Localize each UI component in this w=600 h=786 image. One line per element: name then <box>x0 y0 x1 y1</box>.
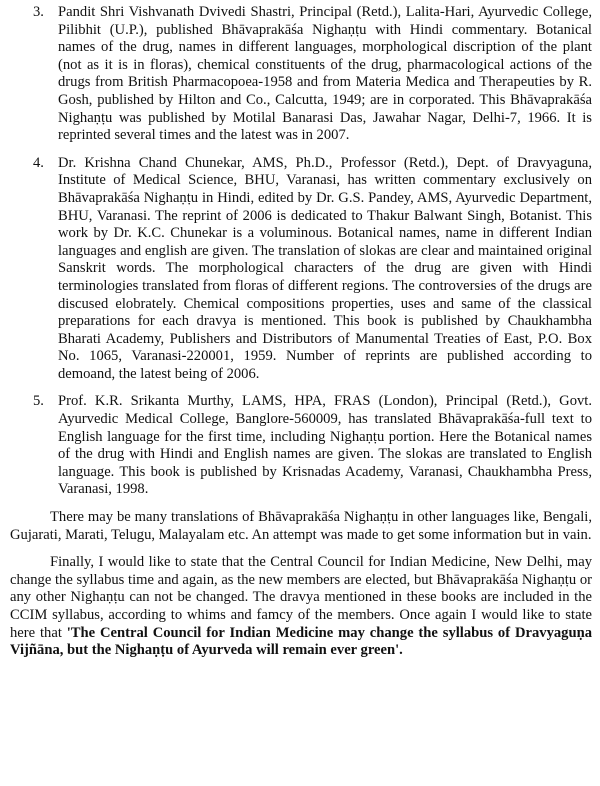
list-item-text: Prof. K.R. Srikanta Murthy, LAMS, HPA, FRAS (London), Principal (Retd.), Govt. Ayurvedic Medical College, Banglore-560009, has translated Bhāvaprakāśa-full text to English language for the first time, including Nighaṇṭu portion. Here the Botanical names of the drug with Hindi and English names are given. The slokas are translated to English language. This book is published by Krisnadas Academy, Varanasi, Chaukhambha Press, Varanasi, 1998. <box>58 393 592 498</box>
paragraph-final <box>10 554 592 660</box>
list-item <box>10 155 592 384</box>
list-item-number: 3. <box>33 4 44 20</box>
paragraph-final-bold-quote: 'The Central Council for Indian Medicine may change the syllabus of Dravyaguṇa Vijñāna, but the Nighaṇṭu of Ayurveda will remain ever green' <box>10 624 592 659</box>
list-item <box>10 4 592 145</box>
list-item-text: Dr. Krishna Chand Chunekar, AMS, Ph.D., Professor (Retd.), Dept. of Dravyaguna, Institute of Medical Science, BHU, Varanasi, has written commentary exclusively on Bhāvaprakāśa Nighaṇṭu in Hindi, edited by Dr. G.S. Pandey, AMS, Ayurvedic Department, BHU, Varanasi. The reprint of 2006 is dedicated to Thakur Balwant Singh, Botanist. This work by Dr. K.C. Chunekar is a voluminous. Botanical names, name in different Indian languages and english are given. The translation of slokas are clear and maintained original Sanskrit words. The morphological characters of the drug are given with Hindi terminologies translated from floras of different regions. The controversies of the drugs are discused elobrately. Chemical compositions properties, uses and same of the classical preparations for each dravya is mentioned. This book is published by Chaukhambha Bharati Academy, Publishers and Distributors of Manumental Treaties of East, P.O. Box No. 1065, Varanasi-220001, 1959. Number of reprints are published according to demoand, the latest being of 2006. <box>58 154 592 382</box>
paragraph-final-end: . <box>399 642 403 659</box>
list-item <box>10 393 592 499</box>
paragraph-translations: There may be many translations of Bhāvaprakāśa Nighaṇṭu in other languages like, Bengali, Gujarati, Marati, Telugu, Malayalam etc. An attempt was made to get some information but in vain. <box>10 509 592 543</box>
list-item-number: 4. <box>33 154 44 171</box>
paragraph-final-text: Finally, I would like to state that the Central Council for Indian Medicine, New Delhi, may change the syllabus time and again, as the new members are elected, but Bhāvaprakāśa Nighaṇṭu or any other Nighaṇṭu can not be changed. The dravya mentioned in these books are included in the CCIM syllabus, according to whims and famcy of the members. Once again I would like to state here that <box>10 554 592 641</box>
numbered-list <box>10 4 592 499</box>
list-item-number: 5. <box>33 393 44 410</box>
list-item-text: Pandit Shri Vishvanath Dvivedi Shastri, Principal (Retd.), Lalita-Hari, Ayurvedic College, Pilibhit (U.P.), published Bhāvaprakāśa Nighaṇṭu with Hindi commentary. Botanical names of the drug, names in different languages, morphological discription of the plant (not as it is in floras), chemical constituents of the drug, pharmacological actions of the drugs from British Pharmacopoea-1958 and from Materia Medica and Therapeuties by R. Gosh, published by Hilton and Co., Calcutta, 1949; are in corporated. This Bhāvaprakāśa Nighaṇṭu was published by Motilal Banarasi Das, Jawahar Nagar, Delhi-7, 1966. It is reprinted several times and the latest was in 2007. <box>58 4 592 144</box>
